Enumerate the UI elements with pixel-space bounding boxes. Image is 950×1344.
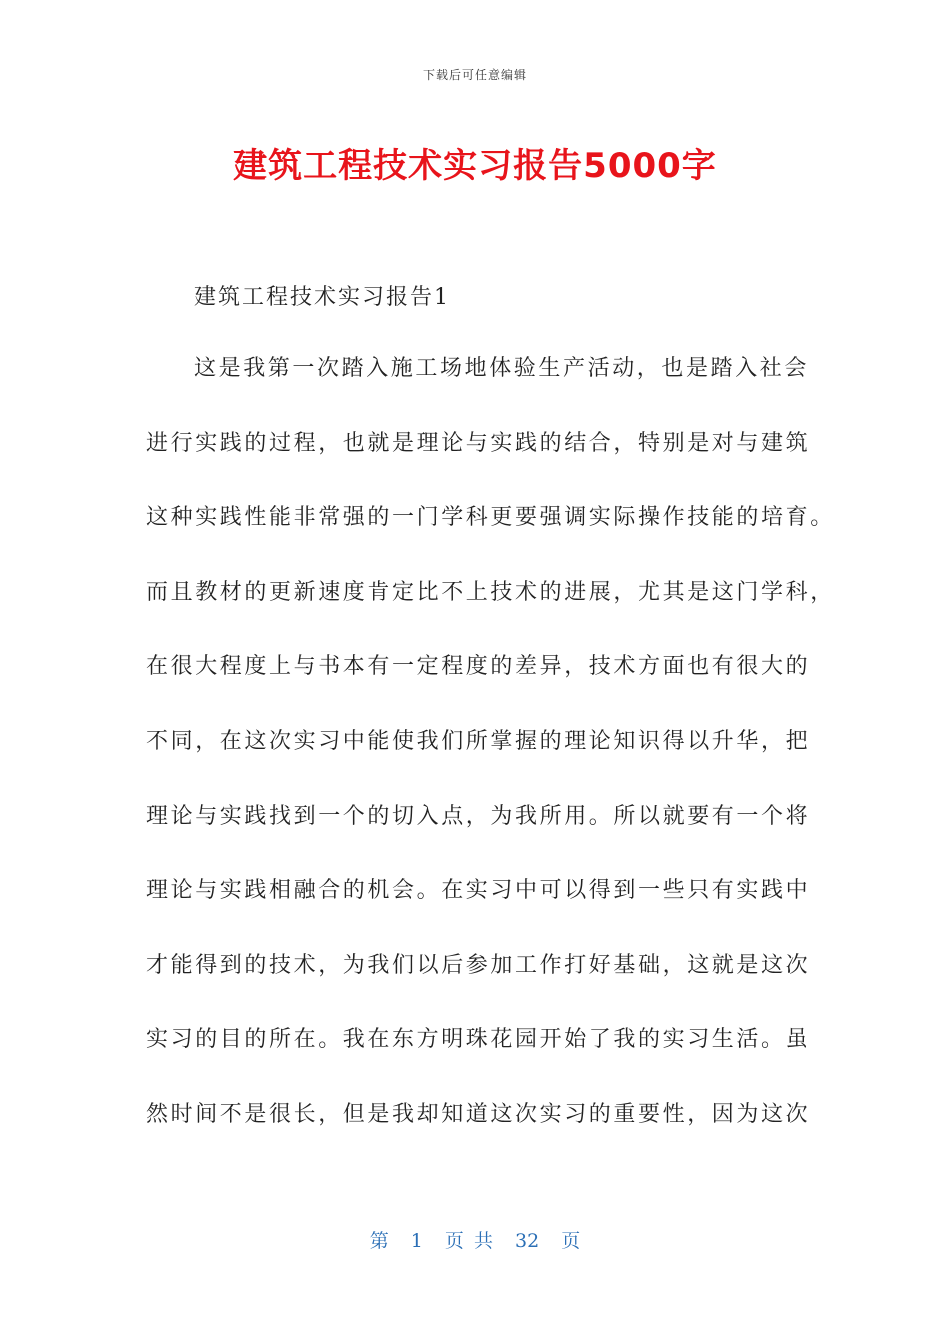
footer-prefix: 第	[369, 1230, 389, 1252]
section-heading: 建筑工程技术实习报告1	[194, 285, 450, 310]
page-footer	[0, 1226, 950, 1253]
body-text	[146, 350, 835, 1171]
document-title: 建筑工程技术实习报告5000字	[233, 146, 717, 186]
footer-middle: 页 共	[444, 1230, 493, 1252]
body-line: 然时间不是很长，但是我却知道这次实习的重要性，因为这次	[146, 1101, 811, 1127]
current-page-number: 1	[410, 1230, 423, 1252]
body-line: 在很大程度上与书本有一定程度的差异，技术方面也有很大的	[146, 654, 811, 680]
body-line: 进行实践的过程，也就是理论与实践的结合，特别是对与建筑	[146, 430, 811, 456]
total-page-count: 32	[515, 1230, 540, 1252]
body-line: 这是我第一次踏入施工场地体验生产活动，也是踏入社会	[194, 356, 810, 381]
body-line: 而且教材的更新速度肯定比不上技术的进展，尤其是这门学科，	[146, 579, 835, 605]
body-line: 理论与实践相融合的机会。在实习中可以得到一些只有实践中	[146, 878, 811, 904]
body-line: 才能得到的技术，为我们以后参加工作打好基础，这就是这次	[146, 952, 811, 978]
body-line: 不同，在这次实习中能使我们所掌握的理论知识得以升华，把	[146, 728, 811, 754]
body-line: 理论与实践找到一个的切入点，为我所用。所以就要有一个将	[146, 803, 811, 829]
header-note: 下载后可任意编辑	[422, 68, 527, 82]
body-line: 这种实践性能非常强的一门学科更要强调实际操作技能的培育。	[146, 505, 835, 531]
body-line: 实习的目的所在。我在东方明珠花园开始了我的实习生活。虽	[146, 1027, 811, 1053]
footer-suffix: 页	[561, 1230, 581, 1252]
